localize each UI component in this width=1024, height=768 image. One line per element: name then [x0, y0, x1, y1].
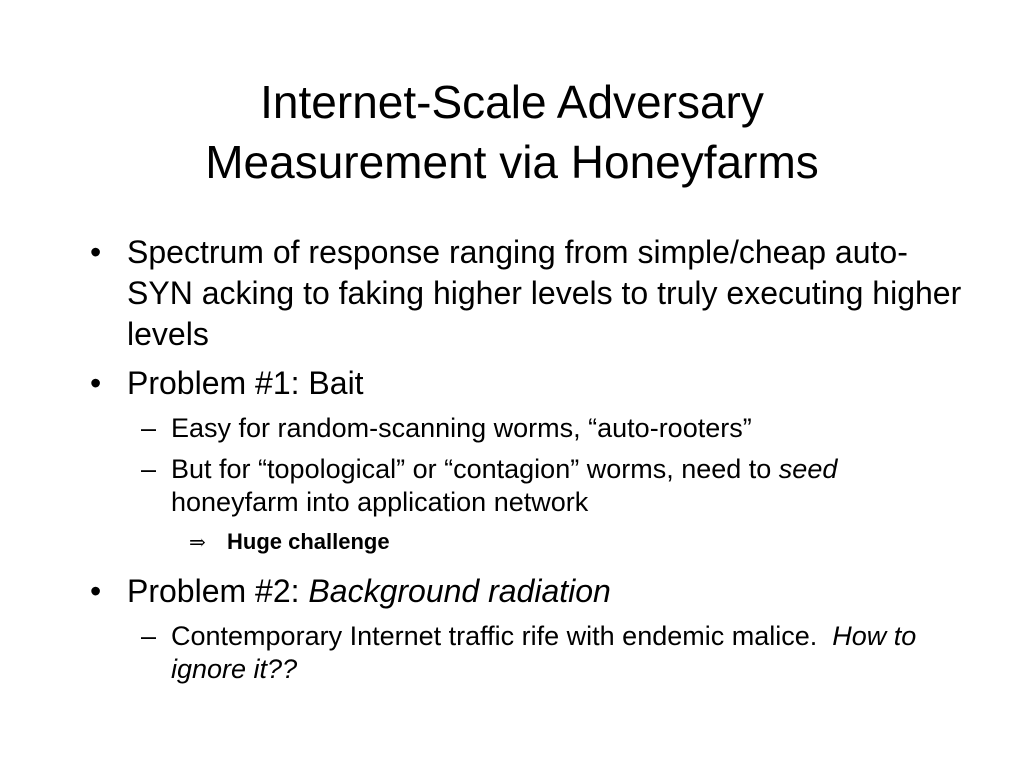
bullet-text: Problem #1: Bait — [127, 365, 364, 401]
sub-bullet-topological — [90, 453, 970, 519]
title-line-2: Measurement via Honeyfarms — [205, 136, 819, 188]
dash-marker: – — [141, 621, 157, 651]
sub-bullet-easy — [90, 412, 970, 445]
sub-bullet-text-start: But for “topological” or “contagion” worms, need to — [171, 454, 779, 484]
title-line-1: Internet-Scale Adversary — [260, 76, 764, 128]
sub-bullet-emphasis: How to ignore it?? — [171, 621, 917, 684]
sub-sub-bullet-text: Huge challenge — [227, 529, 390, 554]
sub-bullet-text-end: honeyfarm into application network — [171, 487, 589, 517]
implies-arrow-icon: ⇒ — [189, 530, 206, 554]
bullet-text-plain: Problem #2: — [127, 573, 309, 609]
sub-bullet-text: Contemporary Internet traffic rife with endemic malice. — [171, 621, 833, 651]
bullet-text: Spectrum of response ranging from simple/cheap auto-SYN acking to faking higher levels to truly executing higher levels — [127, 234, 962, 352]
sub-bullet-emphasis: seed — [778, 454, 838, 484]
sub-sub-bullet-challenge — [90, 527, 970, 557]
bullet-problem-2 — [90, 571, 970, 612]
dash-marker: – — [141, 454, 157, 484]
dash-marker: – — [141, 413, 157, 443]
slide-title — [60, 72, 964, 192]
bullet-problem-1 — [90, 363, 970, 404]
bullet-spectrum — [90, 232, 970, 355]
sub-bullet-contemporary — [90, 620, 970, 686]
bullet-marker: • — [90, 365, 102, 401]
bullet-marker: • — [90, 573, 102, 609]
bullet-text-emphasis: Background radiation — [308, 573, 611, 609]
sub-bullet-text: Easy for random-scanning worms, “auto-rooters” — [171, 413, 752, 443]
slide-body — [90, 232, 970, 694]
bullet-marker: • — [90, 234, 102, 270]
